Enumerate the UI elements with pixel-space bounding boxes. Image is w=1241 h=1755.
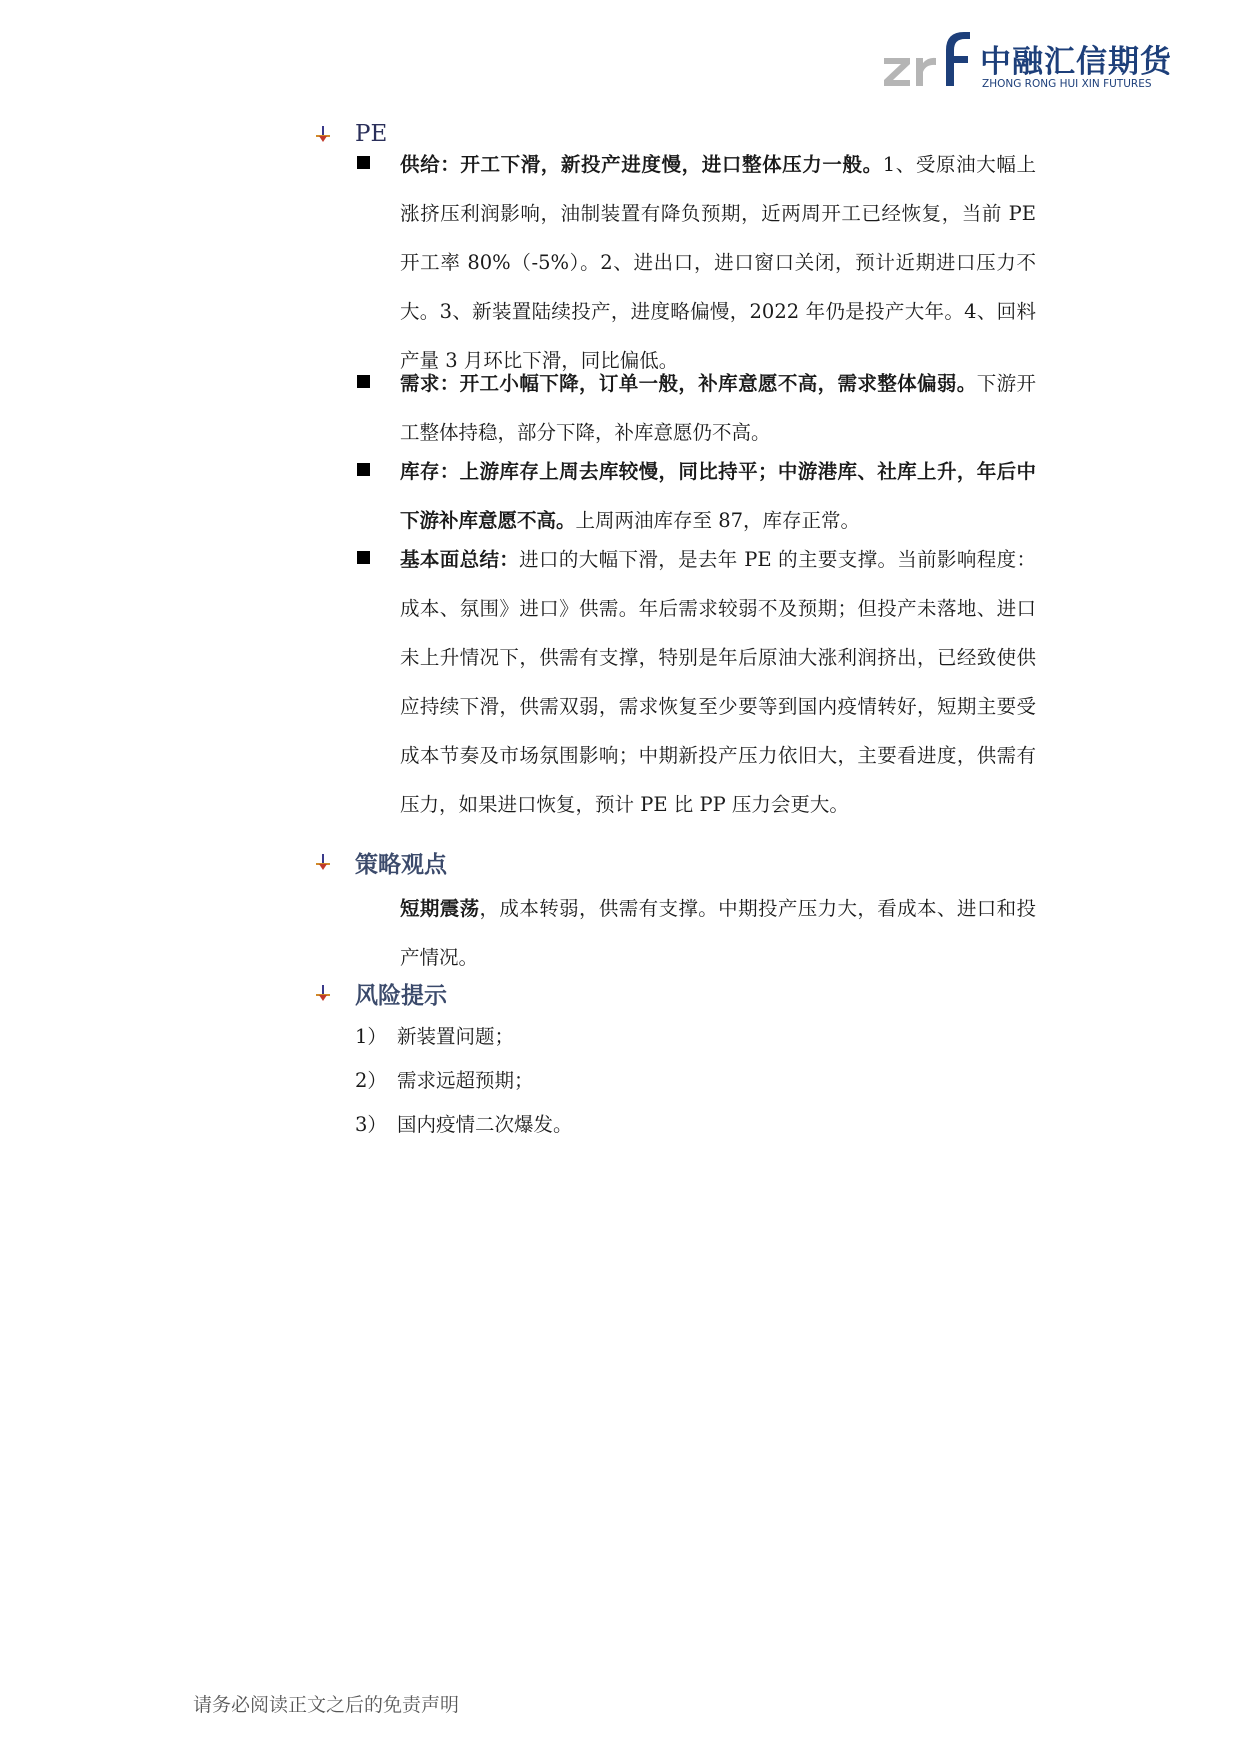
list-item: [400, 140, 1036, 385]
item-text: 进口的大幅下滑，是去年 PE 的主要支撑。当前影响程度：成本、氛围》进口》供需。年后需求较弱不及预期；但投产未落地、进口未上升情况下，供需有支撑，特别是年后原油大涨利润挤出，已经致使供应持续下滑，供需双弱，需求恢复至少要等到国内疫情转好，短期主要受成本节奏及市场氛围影响；中期新投产压力依旧大，主要看进度，供需有压力，如果进口恢复，预计 PE 比 PP 压力会更大。: [400, 548, 1036, 816]
risk-item: [355, 1056, 534, 1105]
section-heading-risk: [355, 971, 447, 1015]
risk-number: 1）: [355, 1025, 387, 1048]
section-title: 策略观点: [355, 851, 447, 878]
risk-item: [355, 1012, 514, 1061]
square-bullet-icon: [357, 156, 370, 169]
list-item: [400, 359, 1036, 457]
down-arrow-bullet-icon: [313, 124, 333, 144]
list-item: [400, 447, 1036, 545]
item-bold-lead: 库存：上游库存上周去库较慢，同比持平；中游港库、社库上升，年后中下游补库意愿不高。: [400, 460, 1036, 532]
strategy-paragraph: [400, 884, 1036, 982]
item-bold-lead: 基本面总结：: [400, 548, 520, 571]
risk-text: 国内疫情二次爆发。: [397, 1113, 573, 1136]
logo-chinese-name: 中融汇信期货: [980, 44, 1172, 80]
section-heading-pe: [355, 112, 387, 156]
strategy-bold-lead: 短期震荡: [400, 897, 480, 920]
risk-number: 3）: [355, 1113, 387, 1136]
strategy-text: ，成本转弱，供需有支撑。中期投产压力大，看成本、进口和投产情况。: [400, 897, 1036, 969]
square-bullet-icon: [357, 375, 370, 388]
item-text: 1、受原油大幅上涨挤压利润影响，油制装置有降负预期，近两周开工已经恢复，当前 PE 开工率 80%（-5%）。2、进出口，进口窗口关闭，预计近期进口压力不大。3、新装置陆续投产，进度略偏慢，2022 年仍是投产大年。4、回料产量 3 月环比下滑，同比偏低。: [400, 153, 1036, 372]
section-heading-strategy: [355, 840, 447, 884]
square-bullet-icon: [357, 551, 370, 564]
company-logo: [880, 28, 1170, 94]
risk-number: 2）: [355, 1069, 387, 1092]
square-bullet-icon: [357, 463, 370, 476]
risk-item: [355, 1100, 573, 1149]
disclaimer-footer: 请务必阅读正文之后的免责声明: [193, 1694, 460, 1716]
logo-english-name: ZHONG RONG HUI XIN FUTURES: [982, 78, 1152, 90]
section-title: PE: [355, 121, 388, 147]
list-item: [400, 535, 1036, 829]
item-text: 上周两油库存至 87，库存正常。: [575, 509, 861, 532]
down-arrow-bullet-icon: [313, 983, 333, 1003]
znf-logo-mark-icon: [880, 28, 980, 94]
risk-text: 新装置问题；: [397, 1025, 515, 1048]
item-bold-lead: 需求：开工小幅下降，订单一般，补库意愿不高，需求整体偏弱。: [400, 372, 977, 395]
risk-text: 需求远超预期；: [397, 1069, 534, 1092]
item-bold-lead: 供给：开工下滑，新投产进度慢，进口整体压力一般。: [400, 153, 883, 176]
section-title: 风险提示: [355, 982, 447, 1009]
down-arrow-bullet-icon: [313, 852, 333, 872]
item-text: 下游开工整体持稳，部分下降，补库意愿仍不高。: [400, 372, 1036, 444]
